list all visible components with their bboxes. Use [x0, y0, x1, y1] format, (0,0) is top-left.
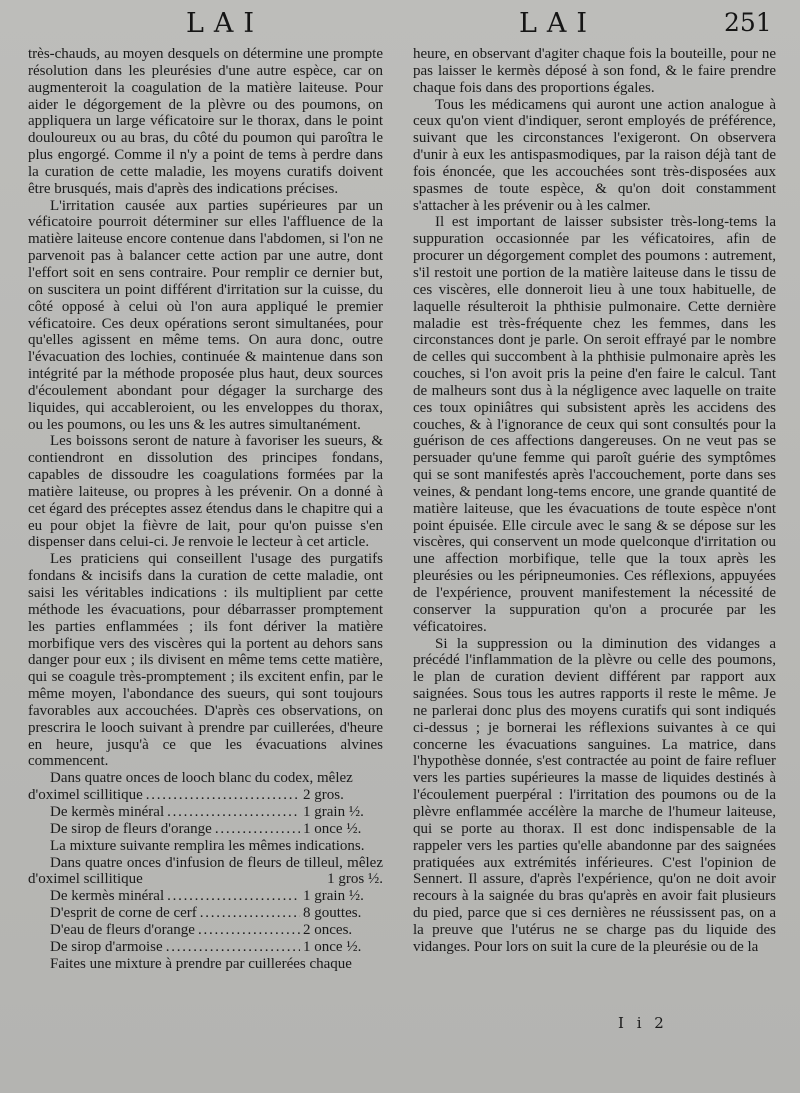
running-head-left: LAI	[186, 8, 265, 39]
paragraph: L'irritation causée aux parties supérieures par un véficatoire pourroit déterminer sur elles l'affluence de la matière laiteuse encore contenue dans l'abdomen, si l'on ne parvenoit pas à balancer cette action par une autre, dont l'effort soit en sens contraire. Pour remplir ce dernier but, on suscitera un point différent d'irritation sur la cuisse, du côté opposé à celui où l'on aura appliqué le premier véficatoire. Ces deux opérations seront simultanées, pour qu'elles agissent en même tems. On aura donc, outre l'évacuation des lochies, continuée & maintenue dans son intégrité par la méthode proposée plus haut, deux sources d'écoulement abondant pour dégager la surcharge des liquides, qui accableroient, ou les enveloppes du thorax, ou les poumons, ou les uns & les autres simultanément.	[28, 197, 383, 433]
paragraph: Les boissons seront de nature à favoriser les sueurs, & contiendront en dissolution des principes fondans, capables de dissoudre les coagulations formées par la matière laiteuse, ou propres à les prévenir. On a donné à cet égard des préceptes assez étendus dans le chapitre qui a eu pour objet la fièvre de lait, pour qu'on puisse s'en dispenser dans celui-ci. Je renvoie le lecteur à cet article.	[28, 433, 383, 551]
right-column	[413, 46, 776, 956]
recipe-line: D'eau de fleurs d'orange . . . 2 onces.	[28, 922, 383, 939]
recipe-line: D'esprit de corne de cerf . . . 8 gouttes.	[28, 905, 383, 922]
recipe-line: De kermès minéral . . . 1 grain ½.	[28, 888, 383, 905]
left-column	[28, 46, 383, 972]
paragraph: La mixture suivante remplira les mêmes indications.	[50, 837, 365, 854]
paragraph: très-chauds, au moyen desquels on détermine une prompte résolution dans les pleurésies d'une autre espèce, car on augmenteroit la coagulation de la matière laiteuse. Pour aider le dégorgement de la plèvre ou des poumons, on appliquera un large véficatoire sur le thorax, dans le point douloureux ou au bras, du côté du poumon qui paroîtra le plus engorgé. Comme il n'y a point de tems à perdre dans la curation de cette maladie, les moyens curatifs doivent être brusqués, mais d'après des indications précises.	[28, 46, 383, 197]
recipe-line: De kermès minéral . . . 1 grain ½.	[28, 804, 383, 821]
recipe-line: De sirop de fleurs d'orange . . . 1 once ½.	[28, 821, 383, 838]
recipe-line: d'oximel scillitique . . . 2 gros.	[28, 787, 383, 804]
running-head-right: LAI	[519, 8, 598, 39]
paragraph: Il est important de laisser subsister très-long-tems la suppuration occasionnée par les véficatoires, afin de procurer un dégorgement complet des poumons : autrement, s'il restoit une portion de la matière laiteuse dans le tissu de ces viscères, elle donneroit lieu à une toux habituelle, de laquelle résulteroit la phthisie pulmonaire. Cette dernière maladie est très-fréquente chez les femmes, dans les circonstances dont je parle. On seroit effrayé par le nombre de celles qui succombent à la phthisie pulmonaire après les couches, si l'on avoit pris la peine d'en faire le calcul. Tant de malheurs sont dus à la négligence avec laquelle on traite ces toux opiniâtres qui subsistent après les accidens des couches, & à l'ignorance de ceux qui sont consultés pour la guérison de ces affections dangereuses. On ne veut pas se persuader qu'une femme qui paroît guérie des symptômes qui se sont manifestés après l'accouchement, porte dans ses veines, & pendant long-tems encore, une grande quantité de matière laiteuse, que les évacuations de toute espèce n'ont point épuisée. Elle circule avec le sang & se dépose sur les viscères, qui conservent un mode quelconque d'irritation ou une affection morbifique, telle que la toux après les pleurésies ou les péripneumonies. Ces réflexions, appuyées de l'expérience, prouvent manifestement la nécessité de conserver la suppuration qu'on a procurée par les véficatoires.	[413, 214, 776, 635]
page-number: 251	[724, 8, 772, 37]
paragraph: Tous les médicamens qui auront une action analogue à ceux qu'on vient d'indiquer, seront employés de préférence, suivant que les circonstances l'exigeront. On observera d'unir à eux les antispasmodiques, par la raison déjà tant de fois énoncée, que les accouchées sont très-disposées aux spasmes de toute espèce, & qu'on doit constamment s'attacher à les prévenir ou à les calmer.	[413, 96, 776, 214]
paragraph: Dans quatre onces de looch blanc du codex, mêlez	[50, 770, 353, 787]
paragraph: Les praticiens qui conseillent l'usage des purgatifs fondans & incisifs dans la curation de cette maladie, ont saisi les véritables indications : ils multiplient par cette méthode les évacuations, pour débarrasser promptement les parties enflammées ; ils font dériver la matière morbifique vers des viscères qui la portent au dehors sans danger pour eux ; ils divisent en même tems cette matière, qui se coagule très-promptement ; ils excitent enfin, par le même moyen, l'abondance des sueurs, qui sont toujours favorables aux accouchées. D'après ces observations, on prescrira le looch suivant à prendre par cuillerées, d'heure en heure, jusqu'à ce que les évacuations alvines commencent.	[28, 551, 383, 770]
recipe-line: De sirop d'armoise . . . 1 once ½.	[28, 939, 383, 956]
signature-mark: I i 2	[618, 1014, 668, 1032]
paragraph: Si la suppression ou la diminution des vidanges a précédé l'inflammation de la plèvre ou celle des poumons, le plan de curation devient différent par rapport aux saignées. Sous tous les autres rapports il reste le même. Je ne parlerai donc plus des moyens curatifs qui sont indiqués ci-dessus ; je bornerai les réflexions suivantes à ce qui concerne les évacuations sanguines. La matrice, dans l'hypothèse donnée, s'est contractée au point de faire refluer vers les parties supérieures la masse de liquides destinés à l'écoulement puerpéral : l'irritation des poumons ou de la plèvre enflammée accélère la marche de l'humeur laiteuse, qui se porte au thorax. Il est donc indispensable de la rappeler vers les parties qu'elle abandonne par des saignées pratiquées aux extrémités inférieures. C'est l'opinion de Sennert. Il assure, d'après l'expérience, qu'on ne doit avoir recours à la saignée du bras qu'après en avoir fait plusieurs du pied, parce que si ces dernières ne réussissent pas, on a la preuve que l'utérus ne se charge pas du liquide des vidanges. Pour lors on suit la cure de la pleurésie ou de la	[413, 635, 776, 955]
paragraph: Faites une mixture à prendre par cuillerées chaque	[50, 955, 352, 972]
paragraph: heure, en observant d'agiter chaque fois la bouteille, pour ne pas laisser le kermès déposé à son fond, & le faire prendre chaque fois dans des proportions égales.	[413, 46, 776, 96]
paragraph: Dans quatre onces d'infusion de fleurs de tilleul, mêlez d'oximel scillitique 1 gros ½.	[28, 854, 383, 888]
